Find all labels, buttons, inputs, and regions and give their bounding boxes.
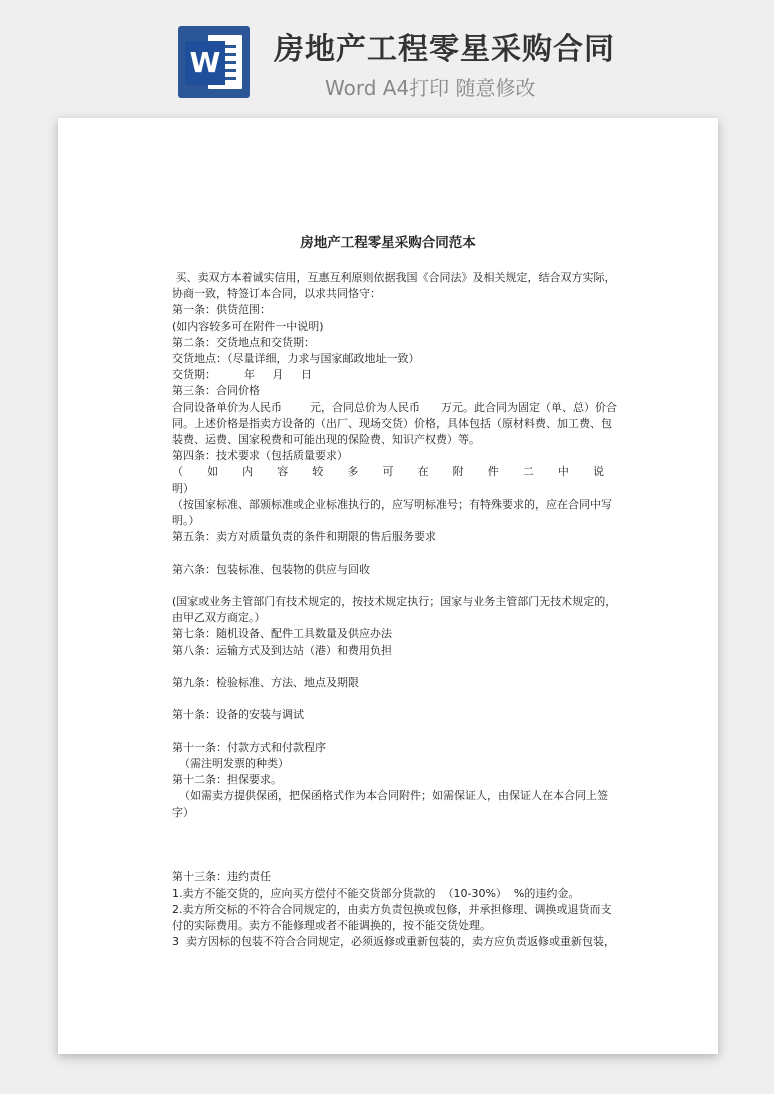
body-line: （ 如 内 容 较 多 可 在 附 件 二 中 说 xyxy=(172,465,604,479)
body-line: 第十三条：违约责任 xyxy=(172,870,271,884)
body-line: 第十一条：付款方式和付款程序 xyxy=(172,740,326,754)
body-line: 第三条：合同价格 xyxy=(172,384,260,398)
body-line: （如需卖方提供保函，把保函格式作为本合同附件；如需保证人，由保证人在本合同上签 xyxy=(172,789,608,803)
body-line: 合同设备单价为人民币 元，合同总价为人民币 万元。此合同为固定（单、总）价合 xyxy=(172,400,617,414)
body-line: 由甲乙双方商定。） xyxy=(172,611,266,625)
body-line: 交货地点：（尽量详细，力求与国家邮政地址一致） xyxy=(172,352,420,366)
body-line: （按国家标准、部颁标准或企业标准执行的，应写明标准号；有特殊要求的，应在合同中写 xyxy=(172,497,612,511)
body-line: 第五条：卖方对质量负责的条件和期限的售后服务要求 xyxy=(172,530,436,544)
body-line: 3 卖方因标的包装不符合合同规定，必须返修或重新包装的，卖方应负责返修或重新包装， xyxy=(172,935,615,949)
header xyxy=(0,0,774,118)
body-line: 付的实际费用。卖方不能修理或者不能调换的，按不能交货处理。 xyxy=(172,919,491,932)
body-line: 第二条：交货地点和交货期： xyxy=(172,335,315,349)
body-line: 装费、运费、国家税费和可能出现的保险费、知识产权费）等。 xyxy=(172,433,480,447)
body-line: 协商一致，特签订本合同，以求共同恪守： xyxy=(172,287,381,301)
body-line: 第九条：检验标准、方法、地点及期限 xyxy=(172,676,359,690)
body-line: 第八条：运输方式及到达站（港）和费用负担 xyxy=(172,643,392,657)
document-body xyxy=(172,270,617,950)
body-line: 明。） xyxy=(172,514,200,528)
body-line xyxy=(172,578,604,594)
body-line xyxy=(172,691,604,707)
body-line: 第六条：包装标准、包装物的供应与回收 xyxy=(172,562,370,576)
body-line: (国家或业务主管部门有技术规定的，按技术规定执行；国家与业务主管部门无技术规定的， xyxy=(172,595,617,609)
body-line xyxy=(172,724,604,740)
document-page xyxy=(58,118,718,1054)
body-line: 字） xyxy=(172,805,194,819)
body-line xyxy=(172,837,604,853)
body-line: 第十条：设备的安装与调试 xyxy=(172,708,304,722)
body-line xyxy=(172,659,604,675)
body-line xyxy=(172,821,604,837)
body-line: 2.卖方所交标的不符合合同规定的，由卖方负责包换或包修，并承担修理、调换或退货而支 xyxy=(172,902,612,916)
body-line: 1.卖方不能交货的，应向买方偿付不能交货部分货款的 （10-30%） %的违约金。 xyxy=(172,886,580,900)
body-line: 买、卖双方本着诚实信用，互惠互利原则依据我国《合同法》及相关规定，结合双方实际， xyxy=(172,271,616,284)
header-subtitle: Word A4打印 随意修改 xyxy=(325,76,536,100)
body-line: （需注明发票的种类） xyxy=(172,757,289,771)
body-line xyxy=(172,545,604,561)
body-line: (如内容较多可在附件一中说明) xyxy=(172,319,324,333)
body-line: 明） xyxy=(172,481,194,495)
body-line: 第十二条：担保要求。 xyxy=(172,773,282,787)
document-title: 房地产工程零星采购合同范本 xyxy=(300,235,476,251)
body-line: 第七条：随机设备、配件工具数量及供应办法 xyxy=(172,627,392,641)
body-line: 交货期： 年 月 日 xyxy=(172,368,312,382)
body-line xyxy=(172,853,604,869)
body-line: 同。上述价格是指卖方设备的（出厂、现场交货）价格，具体包括（原材料费、加工费、包 xyxy=(172,416,612,430)
word-icon-letter: W xyxy=(185,41,225,85)
watermark: ​ xyxy=(89,460,107,481)
header-title: 房地产工程零星采购合同 xyxy=(274,32,615,67)
word-icon xyxy=(178,26,250,98)
body-line: 第一条：供货范围： xyxy=(172,303,271,317)
body-line: 第四条：技术要求（包括质量要求） xyxy=(172,449,348,463)
